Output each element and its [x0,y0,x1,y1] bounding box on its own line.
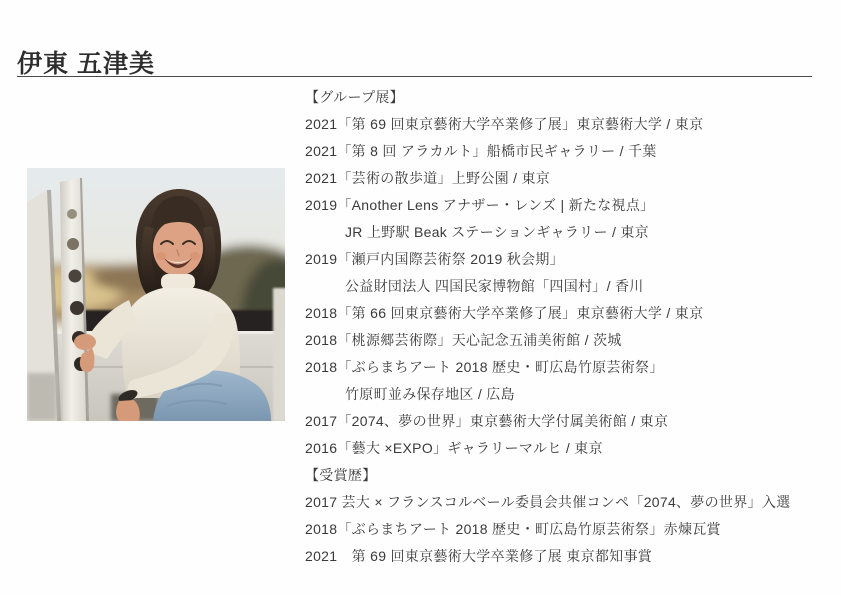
cv-entry: 2017 芸大 × フランスコルベール委員会共催コンペ「2074、夢の世界」入選 [305,494,791,510]
portrait-photo [27,168,285,421]
cv-entry: 2018「桃源郷芸術際」天心記念五浦美術館 / 茨城 [305,332,622,348]
cv-entry: 2018「第 66 回東京藝術大学卒業修了展」東京藝術大学 / 東京 [305,305,704,321]
cv-entry: 2019「瀬戸内国際芸術祭 2019 秋会期」 [305,251,564,267]
cv-entry: 2021 第 69 回東京藝術大学卒業修了展 東京都知事賞 [305,548,653,564]
cv-list [305,84,830,570]
page-title: 伊東 五津美 [17,50,155,78]
section-header: 【受賞歴】 [305,467,377,483]
cv-entry: 公益財団法人 四国民家博物館「四国村」/ 香川 [345,278,644,294]
cv-entry: 2016「藝大 ×EXPO」ギャラリーマルヒ / 東京 [305,440,603,456]
cv-entry: 2019「Another Lens アナザー・レンズ | 新たな視点」 [305,197,655,213]
section-header: 【グループ展】 [305,89,404,105]
cv-entry: 2021「第 69 回東京藝術大学卒業修了展」東京藝術大学 / 東京 [305,116,704,132]
portrait-photo-illustration [27,168,285,421]
cv-entry: 2017「2074、夢の世界」東京藝術大学付属美術館 / 東京 [305,413,669,429]
cv-entry: 竹原町並み保存地区 / 広島 [345,386,515,402]
cv-entry: 2018「ぶらまちアート 2018 歴史・町広島竹原芸術祭」 [305,359,664,375]
title-underline [17,76,812,77]
cv-entry: JR 上野駅 Beak ステーションギャラリー / 東京 [345,224,649,240]
cv-entry: 2021「第 8 回 アラカルト」船橋市民ギャラリー / 千葉 [305,143,657,159]
cv-entry: 2018「ぶらまちアート 2018 歴史・町広島竹原芸術祭」赤煉瓦賞 [305,521,721,537]
cv-entry: 2021「芸術の散歩道」上野公園 / 東京 [305,170,551,186]
